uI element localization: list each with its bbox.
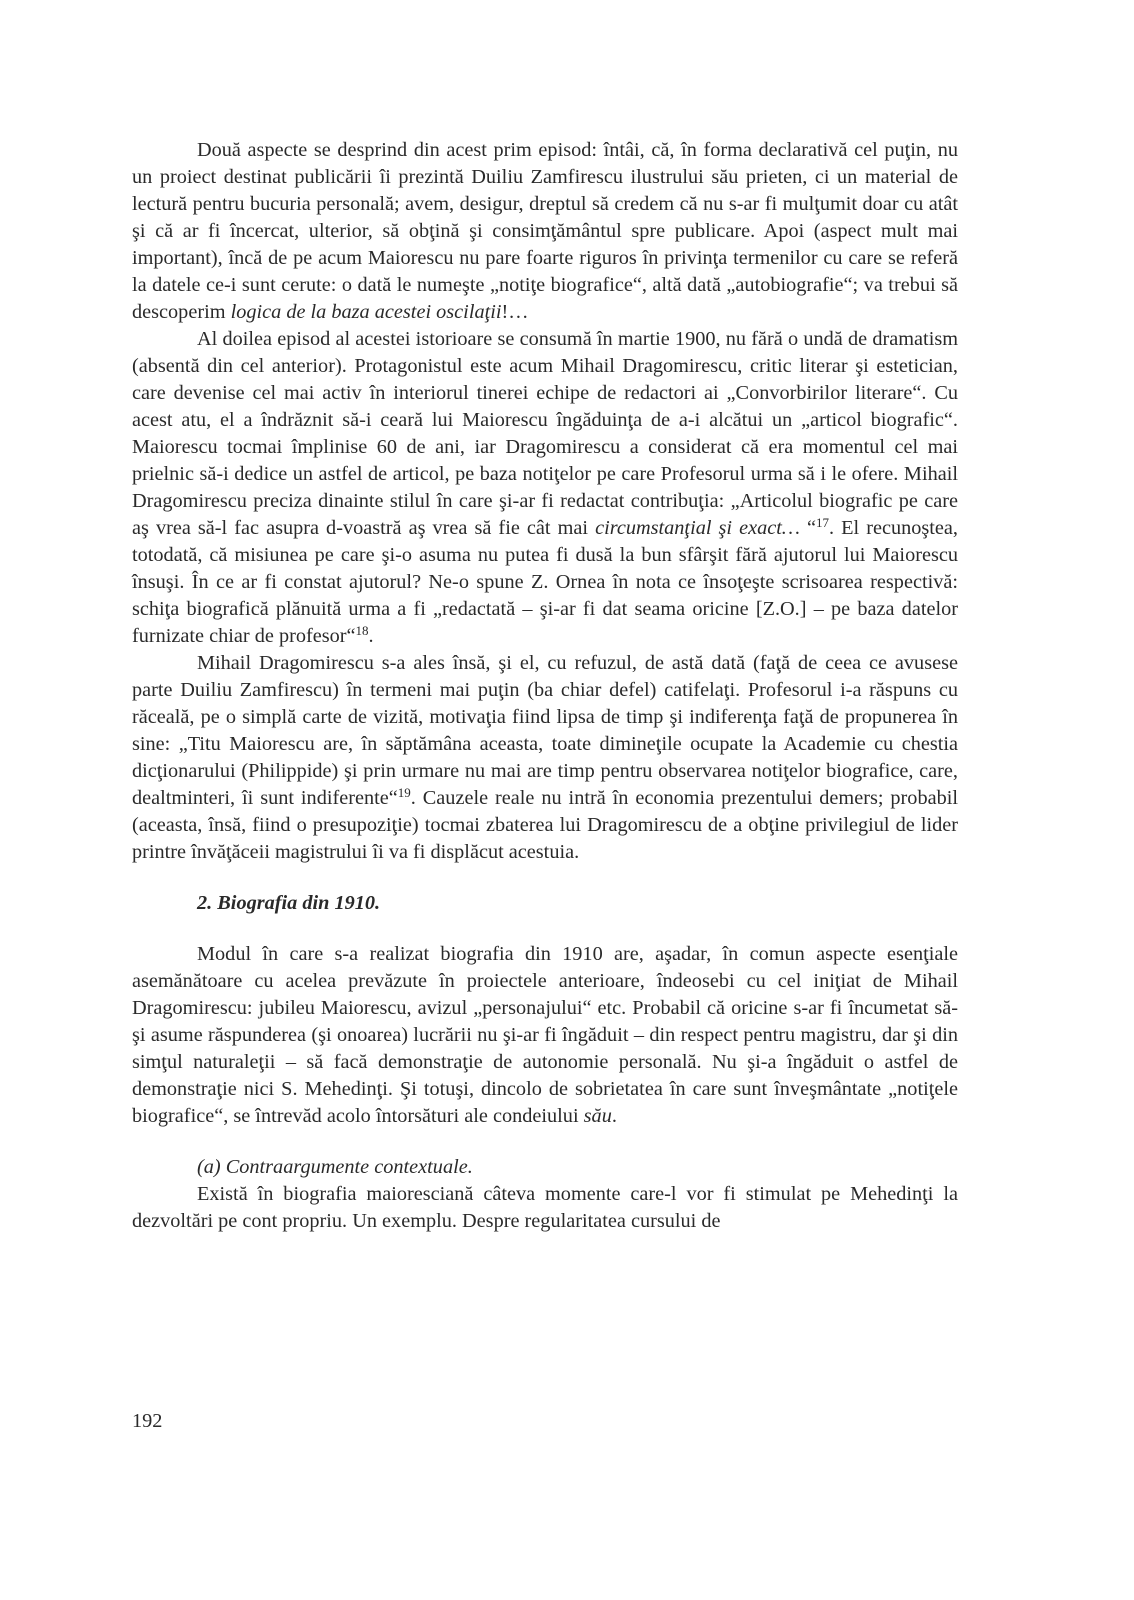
footnote-ref-17: 17 [816,515,830,530]
subsection-heading: (a) Contraargumente contextuale. [197,1156,473,1178]
italic-phrase: logica de la baza acestei oscilaţii [230,301,502,323]
italic-phrase: circumstanţial şi exact… [595,517,800,539]
text-column [132,137,958,1235]
paragraph-2: Al doilea episod al acestei istorioare se consumă în martie 1900, nu fără o undă de dramatism (absentă din cel anterior). Protagonistul este acum Mihail Dragomirescu, critic literar şi estetician, care devenise cel mai activ în interiorul tinerei echipe de redactori ai „Convorbirilor literare“. Cu acest atu, el a îndrăznit să-i ceară lui Maiorescu îngăduinţa de a-i alcătui un „articol biografic“. Maiorescu tocmai împlinise 60 de ani, iar Dragomirescu a considerat că era momentul cel mai prielnic să-i dedice un astfel de articol, pe baza notiţelor pe care Profesorul urma să i le ofere. Mihail Dragomirescu preciza dinainte stilul în care şi-ar fi redactat contribuţia: „Articolul biografic pe care aş vrea să-l fac asupra d-voastră aş vrea să fie cât mai circumstanţial şi exact… “$^{17}$. El recunoştea, totodată, că misiunea pe care şi-o asuma nu putea fi dusă la bun sfârşit fără ajutorul lui Maiorescu însuşi. În ce ar fi constat ajutorul? Ne-o spune Z. Ornea în nota ce însoţeşte scrisoarea respectivă: schiţa biografică plănuită urma a fi „redactată – şi-ar fi dat seama oricine [Z.O.] – pe baza datelor furnizate chiar de profesor“$^{18}$. [132,328,959,647]
footnote-ref-18: 18 [355,623,369,638]
section-heading: 2. Biografia din 1910. [197,892,381,914]
paragraph-1: Două aspecte se desprind din acest prim episod: întâi, că, în forma declarativă cel puţin, nu un proiect destinat publicării îi prezintă Duiliu Zamfirescu ilustrului său prieten, ci un material de lectură pentru bucuria personală; avem, desigur, dreptul să credem că nu s-ar fi mulţumit doar cu atât şi că ar fi încercat, ulterior, să obţină şi consimţământul spre publicare. Apoi (aspect mult mai important), încă de pe acum Maiorescu nu pare foarte riguros în privinţa termenilor cu care se referă la datele ce-i sunt cerute: o dată le numeşte „notiţe biografice“, altă dată „autobiografie“; va trebui să descoperim logica de la baza acestei oscilaţii!… [132,139,958,323]
footnote-ref-19: 19 [397,785,411,800]
italic-word: său [583,1105,612,1127]
page-number: 192 [132,1410,163,1432]
paragraph-5: Există în biografia maioresciană câteva momente care-l vor fi stimulat pe Mehedinţi la dezvoltări pe cont propriu. Un exemplu. Despre regularitatea cursului de [132,1183,958,1232]
paragraph-4: Modul în care s-a realizat biografia din 1910 are, aşadar, în comun aspecte esenţiale asemănătoare cu acelea prevăzute în proiectele anterioare, îndeosebi cu cel iniţiat de Mihail Dragomirescu: jubileu Maiorescu, avizul „personajului“ etc. Probabil că oricine s-ar fi încumetat să-şi asume răspunderea (şi onoarea) lucrării nu şi-ar fi îngăduit – din respect pentru magistru, dar şi din simţul naturaleţii – să facă demonstraţie de autonomie personală. Nu şi-a îngăduit o astfel de demonstraţie nici S. Mehedinţi. Şi totuşi, dincolo de sobrietatea în care sunt înveşmântate „notiţele biografice“, se întrevăd acolo întorsături ale condeiului său. [132,943,958,1127]
paragraph-3: Mihail Dragomirescu s-a ales însă, şi el, cu refuzul, de astă dată (faţă de ceea ce avusese parte Duiliu Zamfirescu) în termeni mai puţin (ba chiar defel) catifelaţi. Profesorul i-a răspuns cu răceală, pe o simplă carte de vizită, motivaţia fiind lipsa de timp şi indiferenţa faţă de propunerea în sine: „Titu Maiorescu are, în săptămâna aceasta, toate dimineţile ocupate la Academie cu chestia dicţionarului (Philippide) şi prin urmare nu mai are timp pentru observarea notiţelor biografice, care, dealtminteri, îi sunt indiferente“$^{19}$. Cauzele reale nu intră în economia prezentului demers; probabil (aceasta, însă, fiind o presupoziţie) tocmai zbaterea lui Dragomirescu de a obţine privilegiul de lider printre învăţăceii magistrului îi va fi displăcut acestuia. [132,652,958,863]
